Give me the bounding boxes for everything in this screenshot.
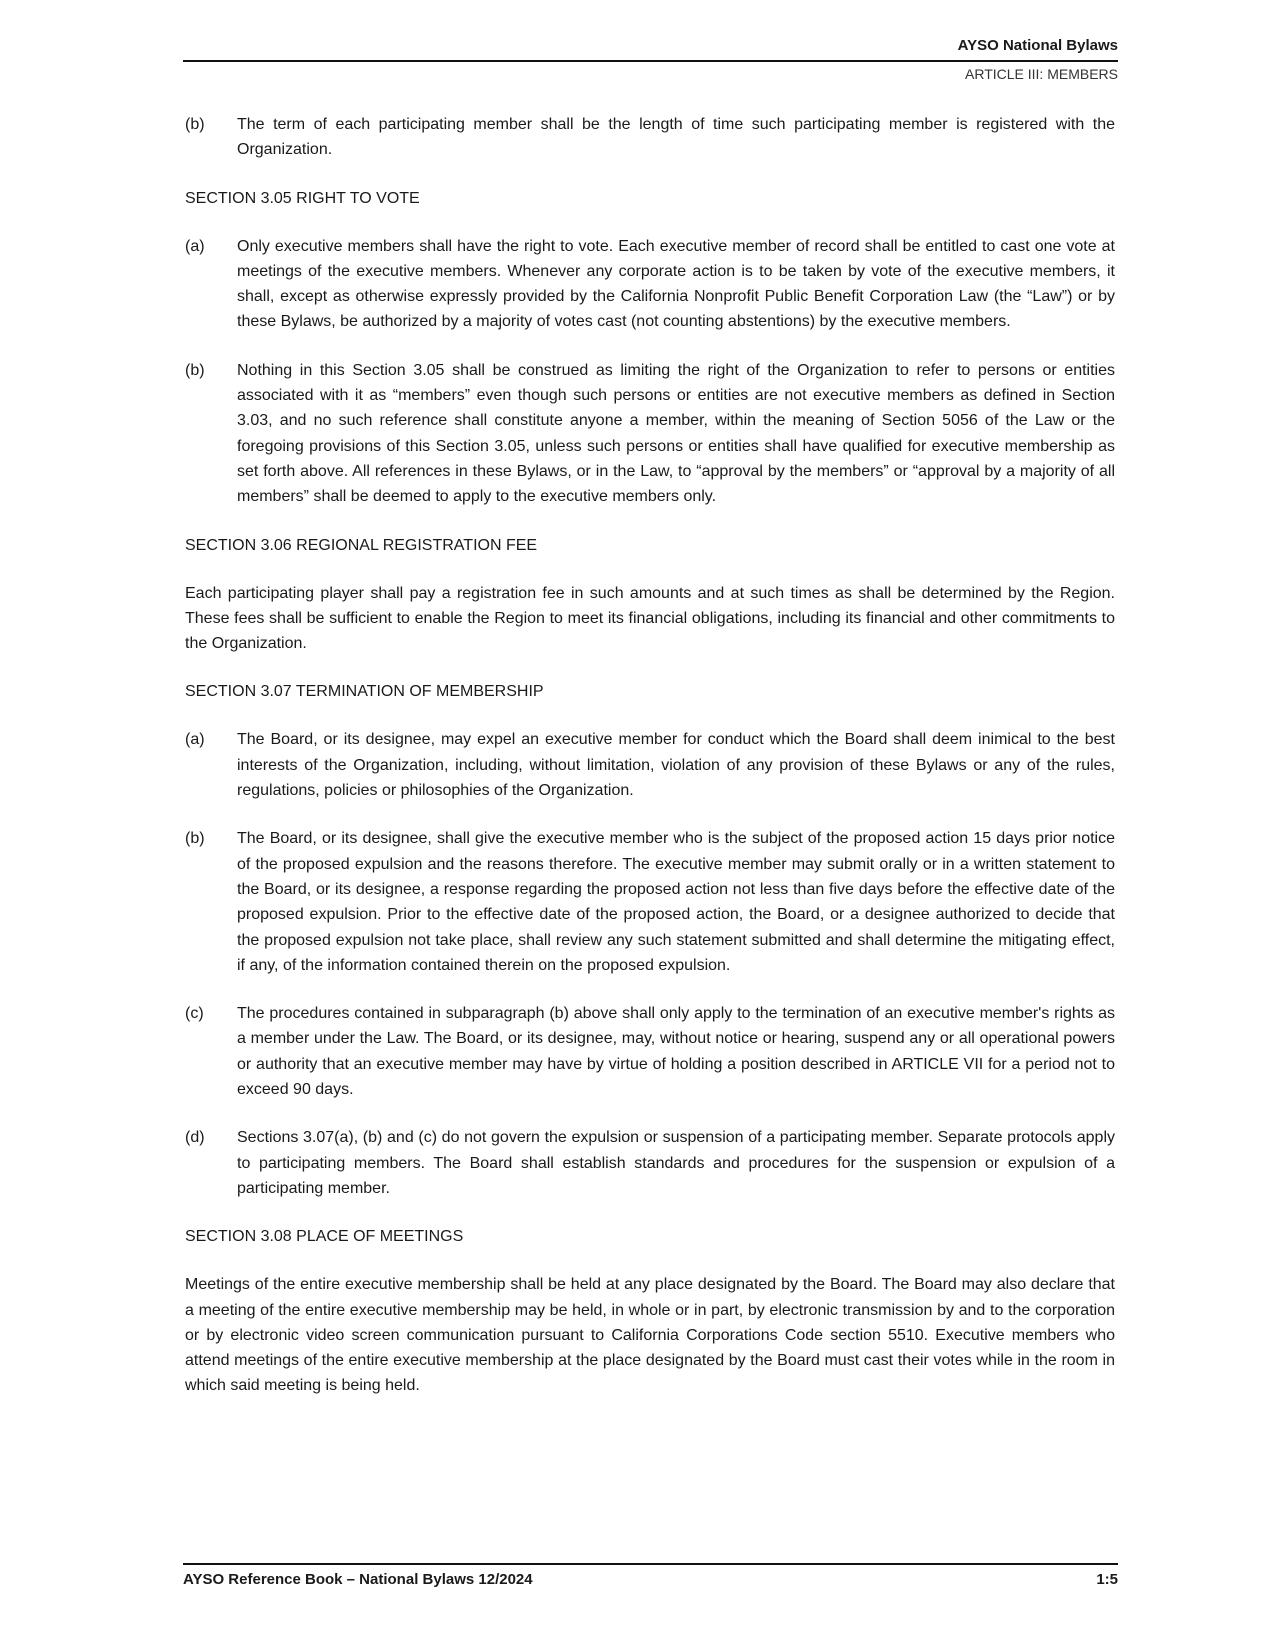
paragraph-3-05-b [185, 358, 1115, 510]
paragraph-label: (a) [185, 731, 205, 749]
paragraph-label: (c) [185, 1005, 204, 1023]
section-heading-3-06: SECTION 3.06 REGIONAL REGISTRATION FEE [185, 536, 538, 554]
page-footer [183, 1563, 1118, 1588]
paragraph-text: Nothing in this Section 3.05 shall be construed as limiting the right of the Organization to refer to persons or entities associated with it as “members” even though such persons or entities are not executive members as defined in Section 3.03, and no such reference shall constitute anyone a member, within the meaning of Section 5056 of the Law or the foregoing provisions of this Section 3.05, unless such persons or entities shall have qualified for executive membership as set forth above. All references in these Bylaws, or in the Law, to “approval by the members” or “approval by a majority of all members” shall be deemed to apply to the executive members only. [237, 361, 1115, 506]
header-title: AYSO National Bylaws [957, 37, 1118, 54]
paragraph-text: The Board, or its designee, may expel an executive member for conduct which the Board shall deem inimical to the best interests of the Organization, including, without limitation, violation of any provision of these Bylaws or any of the rules, regulations, policies or philosophies of the Organization. [237, 731, 1115, 800]
paragraph-label: (b) [185, 361, 205, 379]
page-number: 1:5 [1096, 1571, 1118, 1588]
section-heading-3-08: SECTION 3.08 PLACE OF MEETINGS [185, 1228, 464, 1246]
header-rule [183, 60, 1118, 62]
paragraph-label: (a) [185, 237, 205, 255]
paragraph-3-07-c [185, 1001, 1115, 1102]
paragraph-3-08: Meetings of the entire executive membership shall be held at any place designated by the Board. The Board may also declare that a meeting of the entire executive membership may be held, in whole or in part, by electronic transmission by and to the corporation or by electronic video screen communication pursuant to California Corporations Code section 5510. Executive members who attend meetings of the entire executive membership at the place designated by the Board must cast their votes while in the room in which said meeting is being held. [185, 1276, 1115, 1395]
paragraph-text: The term of each participating member shall be the length of time such participating member is registered with the Organization. [237, 116, 1115, 159]
header-subtitle: ARTICLE III: MEMBERS [965, 66, 1118, 82]
paragraph-text: Only executive members shall have the right to vote. Each executive member of record shall be entitled to cast one vote at meetings of the executive members. Whenever any corporate action is to be taken by vote of the executive members, it shall, except as otherwise expressly provided by the California Nonprofit Public Benefit Corporation Law (the “Law”) or by these Bylaws, be authorized by a majority of votes cast (not counting abstentions) by the executive members. [237, 237, 1115, 331]
paragraph-3-07-a [185, 727, 1115, 803]
paragraph-text: Sections 3.07(a), (b) and (c) do not govern the expulsion or suspension of a participating member. Separate protocols apply to participating members. The Board shall establish standards and procedures for the suspension or expulsion of a participating member. [237, 1129, 1115, 1197]
paragraph-label: (b) [185, 830, 205, 848]
page-body [185, 112, 1115, 1422]
paragraph-text: The Board, or its designee, shall give the executive member who is the subject of the proposed action 15 days prior notice of the proposed expulsion and the reasons therefore. The executive member may submit orally or in a written statement to the Board, or its designee, a response regarding the proposed action not less than five days before the effective date of the proposed expulsion. Prior to the effective date of the proposed action, the Board, or a designee authorized to decide that the proposed expulsion not take place, shall review any such statement submitted and shall determine the mitigating effect, if any, of the information contained therein on the proposed expulsion. [237, 830, 1115, 974]
paragraph-3-07-b [185, 826, 1115, 978]
paragraph-label: (b) [185, 116, 205, 133]
paragraph-3-07-d [185, 1125, 1115, 1201]
paragraph-term [185, 112, 1115, 163]
section-heading-3-05: SECTION 3.05 RIGHT TO VOTE [185, 189, 420, 207]
footer-title: AYSO Reference Book – National Bylaws 12/2024 [183, 1571, 533, 1588]
section-heading-3-07: SECTION 3.07 TERMINATION OF MEMBERSHIP [185, 683, 544, 701]
paragraph-label: (d) [185, 1129, 205, 1147]
footer-rule [183, 1563, 1118, 1565]
paragraph-text: The procedures contained in subparagraph (b) above shall only apply to the termination of an executive member's rights as a member under the Law. The Board, or its designee, may, without notice or hearing, suspend any or all operational powers or authority that an executive member may have by virtue of holding a position described in ARTICLE VII for a period not to exceed 90 days. [237, 1005, 1115, 1099]
paragraph-3-06: Each participating player shall pay a registration fee in such amounts and at such times as shall be determined by the Region. These fees shall be sufficient to enable the Region to meet its financial obligations, including its financial and other commitments to the Organization. [185, 584, 1115, 653]
page-header [183, 36, 1118, 83]
paragraph-3-05-a [185, 234, 1115, 335]
